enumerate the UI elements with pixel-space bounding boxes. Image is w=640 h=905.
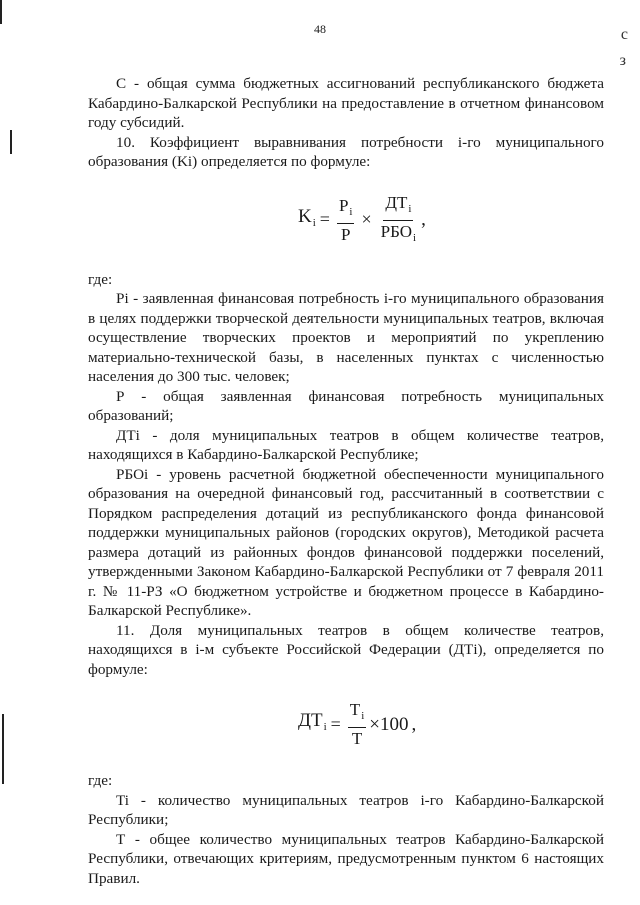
formula-ki-times: × (361, 209, 372, 230)
document-body (88, 74, 604, 888)
label-where-1: где: (88, 270, 113, 288)
definition-ti: Ti - количество муниципальных театров i-го Кабардино-Балкарской Республики; (88, 791, 604, 828)
formula-dti-lhs: $ДТ_i$ (298, 710, 327, 734)
formula-ki-fraction-dt: $\frac{ДТ_i}{РБО_i}$ (380, 192, 417, 244)
paragraph-total-sum: С - общая сумма бюджетных ассигнований республиканского бюджета Кабардино-Балкарской Республики на предоставление в отчетном финансовом году субсидий. (88, 75, 604, 131)
definition-p: Р - общая заявленная финансовая потребность муниципальных образований; (88, 387, 604, 424)
formula-ki-comma: , (421, 209, 426, 231)
definition-dti: ДТi - доля муниципальных театров в общем количестве театров, находящихся в Кабардино-Балкарской Республике; (88, 426, 604, 463)
formula-dti-fraction: $\frac{T_i}{T}$ (349, 700, 365, 748)
paragraph-theatre-share: 11. Доля муниципальных театров в общем количестве театров, находящихся в i-м субъекте Российской Федерации (ДТi), определяется по формуле: (88, 621, 604, 678)
formula-ki-fraction-p: $\frac{P_i}{P}$ (338, 195, 353, 244)
definition-pi: Pi - заявленная финансовая потребность i-го муниципального образования в целях поддержки творческой деятельности муниципальных театров, включая осуществление творческих проектов и мероприятий по укреплению материально-технической базы, в населенных пунктах с численностью населения до 300 тыс. человек; (88, 290, 604, 385)
scan-edge-line-bottom (2, 714, 4, 784)
formula-ki (88, 178, 604, 264)
margin-mark-bottom: з (619, 52, 626, 69)
formula-dti-times-100: ×100 (369, 713, 409, 735)
definition-t: Т - общее количество муниципальных театров Кабардино-Балкарской Республики, отвечающих критериям, предусмотренным пунктом 6 настоящих Правил. (88, 830, 604, 887)
formula-dti (88, 687, 604, 765)
formula-dti-equals: = (330, 713, 341, 734)
formula-dti-comma: , (411, 713, 417, 735)
label-where-2: где: (88, 772, 113, 789)
page-number: 48 (314, 22, 326, 36)
scan-edge-line-top (0, 0, 2, 24)
formula-ki-lhs: $K_i$ (298, 205, 316, 229)
scan-edge-line-middle (10, 130, 12, 154)
paragraph-coefficient: 10. Коэффициент выравнивания потребности i-го муниципального образования (Ki) определяется по формуле: (88, 133, 604, 170)
margin-mark-top: с (620, 26, 628, 43)
definition-rboi: РБОi - уровень расчетной бюджетной обеспеченности муниципального образования на очередной финансовый год, рассчитанный в соответствии с Порядком распределения дотаций из республиканского фонда финансовой поддержки муниципальных районов (городских округов), Методикой расчета размера дотаций из районных фондов финансовой поддержки поселений, утвержденными Законом Кабардино-Балкарской Республики от 7 февраля 2011 г. № 11-РЗ «О бюджетном устройстве и бюджетном процессе в Кабардино-Балкарской Республике». (88, 465, 604, 619)
formula-ki-equals: = (319, 209, 330, 230)
